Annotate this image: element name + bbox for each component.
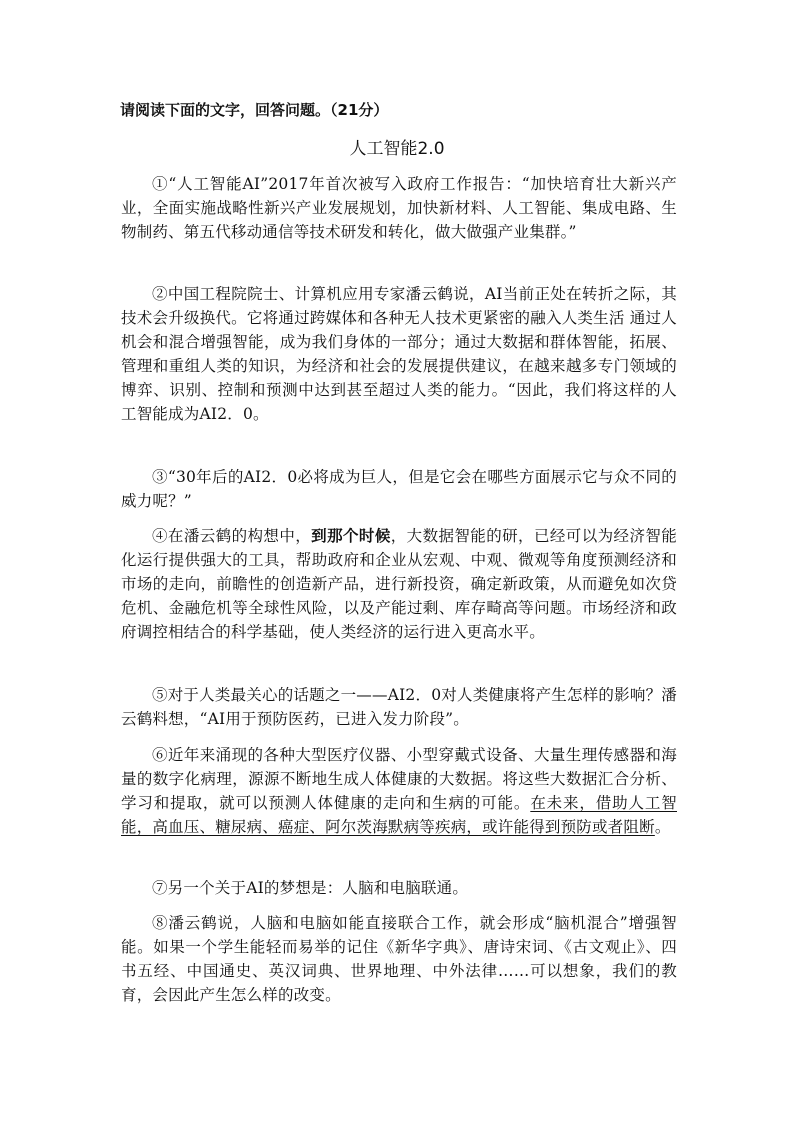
paragraph-3: ③“30年后的AI2．0必将成为巨人，但是它会在哪些方面展示它与众不同的威力呢？”: [121, 468, 677, 510]
paragraph-5: ⑤对于人类最关心的话题之一——AI2．0对人类健康将产生怎样的影响？潘云鹤料想，“AI用于预防医药，已进入发力阶段”。: [121, 686, 677, 728]
paragraph-6-text-start: ⑥近年来涌现的各种大型医疗仪器、小型穿戴式设备、大量生理传感器和海量的数字化病理，源源不断地生成人体健康的大数据。将这些大数据汇合分析、学习和提取，就可以预测人体健康的走向和生病的可能。: [121, 746, 677, 812]
paragraph-8: ⑧潘云鹤说，人脑和电脑如能直接联合工作，就会形成“脑机混合”增强智能。如果一个学生能轻而易举的记住《新华字典》、唐诗宋词、《古文观止》、四书五经、中国通史、英汉词典、世界地理、中外法律……可以想象，我们的教育，会因此产生怎么样的改变。: [121, 914, 677, 1004]
paragraph-4-text-start: ④在潘云鹤的构想中，: [152, 527, 312, 545]
article-title: 人工智能2.0: [349, 139, 445, 159]
paragraph-4-text-end: ，大数据智能的研，已经可以为经济智能化运行提供强大的工具，帮助政府和企业从宏观、中观、微观等角度预测经济和市场的走向，前瞻性的创造新产品，进行新投资，确定新政策，从而避免如次贷危机、金融危机等全球性风险，以及产能过剩、库存畸高等问题。市场经济和政府调控相结合的科学基础，使人类经济的运行进入更高水平。: [121, 527, 677, 641]
bold-phrase: 到那个时候: [311, 526, 391, 545]
underlined-sentence: 在未来，借助人工智能，高血压、糖尿病、癌症、阿尔茨海默病等疾病，或许能得到预防或者阻断: [121, 794, 677, 836]
paragraph-4: [121, 524, 677, 644]
paragraph-6: [121, 743, 677, 839]
question-instruction: 请阅读下面的文字，回答问题。（21分）: [120, 101, 389, 119]
paragraph-6-text-end: 。: [654, 818, 671, 836]
paragraph-7: ⑦另一个关于AI的梦想是：人脑和电脑联通。: [152, 879, 469, 897]
paragraph-2: ②中国工程院院士、计算机应用专家潘云鹤说，AI当前正处在转折之际，其技术会升级换代。它将通过跨媒体和各种无人技术更紧密的融入人类生活 通过人机会和混合增强智能，成为我们身体的一部分；通过大数据和群体智能，拓展、管理和重组人类的知识，为经济和社会的发展提供建议，在越来越多专门领域的博弈、识别、控制和预测中达到甚至超过人类的能力。“因此，我们将这样的人工智能成为AI2．0。: [121, 285, 677, 423]
paragraph-1: ①“人工智能AI”2017年首次被写入政府工作报告：“加快培育壮大新兴产业，全面实施战略性新兴产业发展规划，加快新材料、人工智能、集成电路、生物制药、第五代移动通信等技术研发和转化，做大做强产业集群。”: [121, 175, 677, 241]
